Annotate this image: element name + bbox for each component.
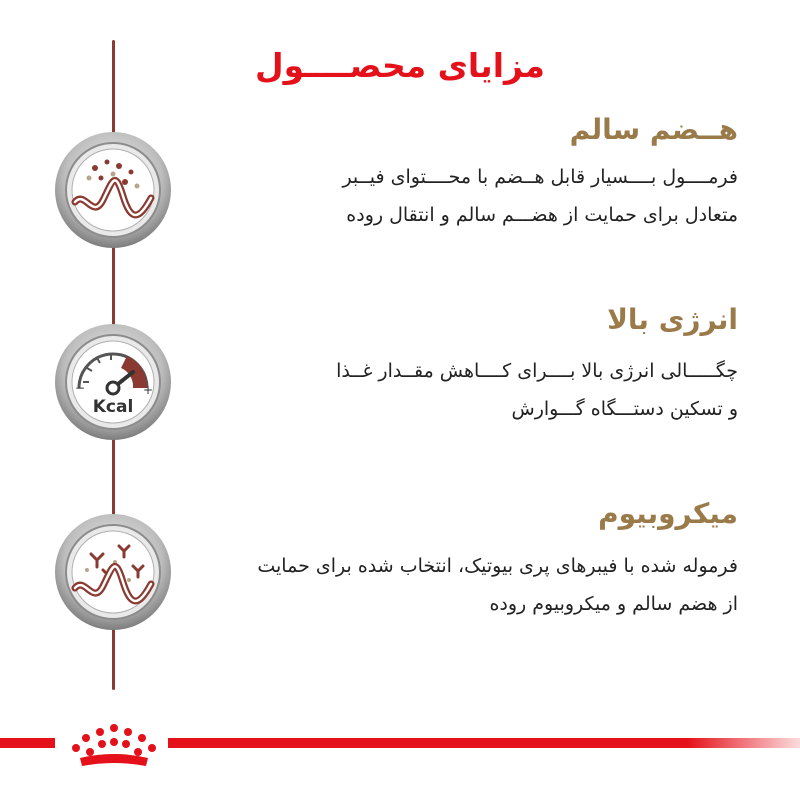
crown-logo-icon — [68, 720, 160, 772]
kcal-label: Kcal — [92, 397, 134, 417]
footer-line-left — [0, 738, 55, 748]
description-line: فرمــــول بــــسیار قابل هــضم با محــــتوای فیــبر — [342, 166, 738, 188]
feature-heading-microbiome: میکروبیوم — [598, 497, 738, 530]
description-line: متعادل برای حمایت از هضـــم سالم و انتقال روده — [346, 204, 738, 226]
feature-description-microbiome — [138, 547, 738, 623]
feature-heading-digestion: هــضم سالم — [569, 113, 738, 146]
description-line: از هضم سالم و میکروبیوم روده — [489, 593, 738, 615]
description-line: فرموله شده با فیبرهای پری بیوتیک، انتخاب شده برای حمایت — [257, 555, 738, 577]
feature-description-energy — [178, 352, 738, 428]
feature-heading-energy: انرژی بالا — [607, 303, 738, 336]
svg-text:+: + — [143, 383, 154, 397]
kcal-gauge-icon — [53, 322, 173, 442]
footer-line-right — [168, 738, 800, 748]
digestion-icon — [53, 130, 173, 250]
description-line: و تسکین دستـــگاه گـــوارش — [511, 398, 738, 420]
description-line: چگـــــالی انرژی بالا بــــرای کــــاهش مقــدار غــذا — [336, 360, 738, 382]
feature-description-digestion — [178, 158, 738, 234]
svg-text:−: − — [75, 381, 86, 395]
page-title: مزایای محصــــول — [255, 46, 545, 85]
